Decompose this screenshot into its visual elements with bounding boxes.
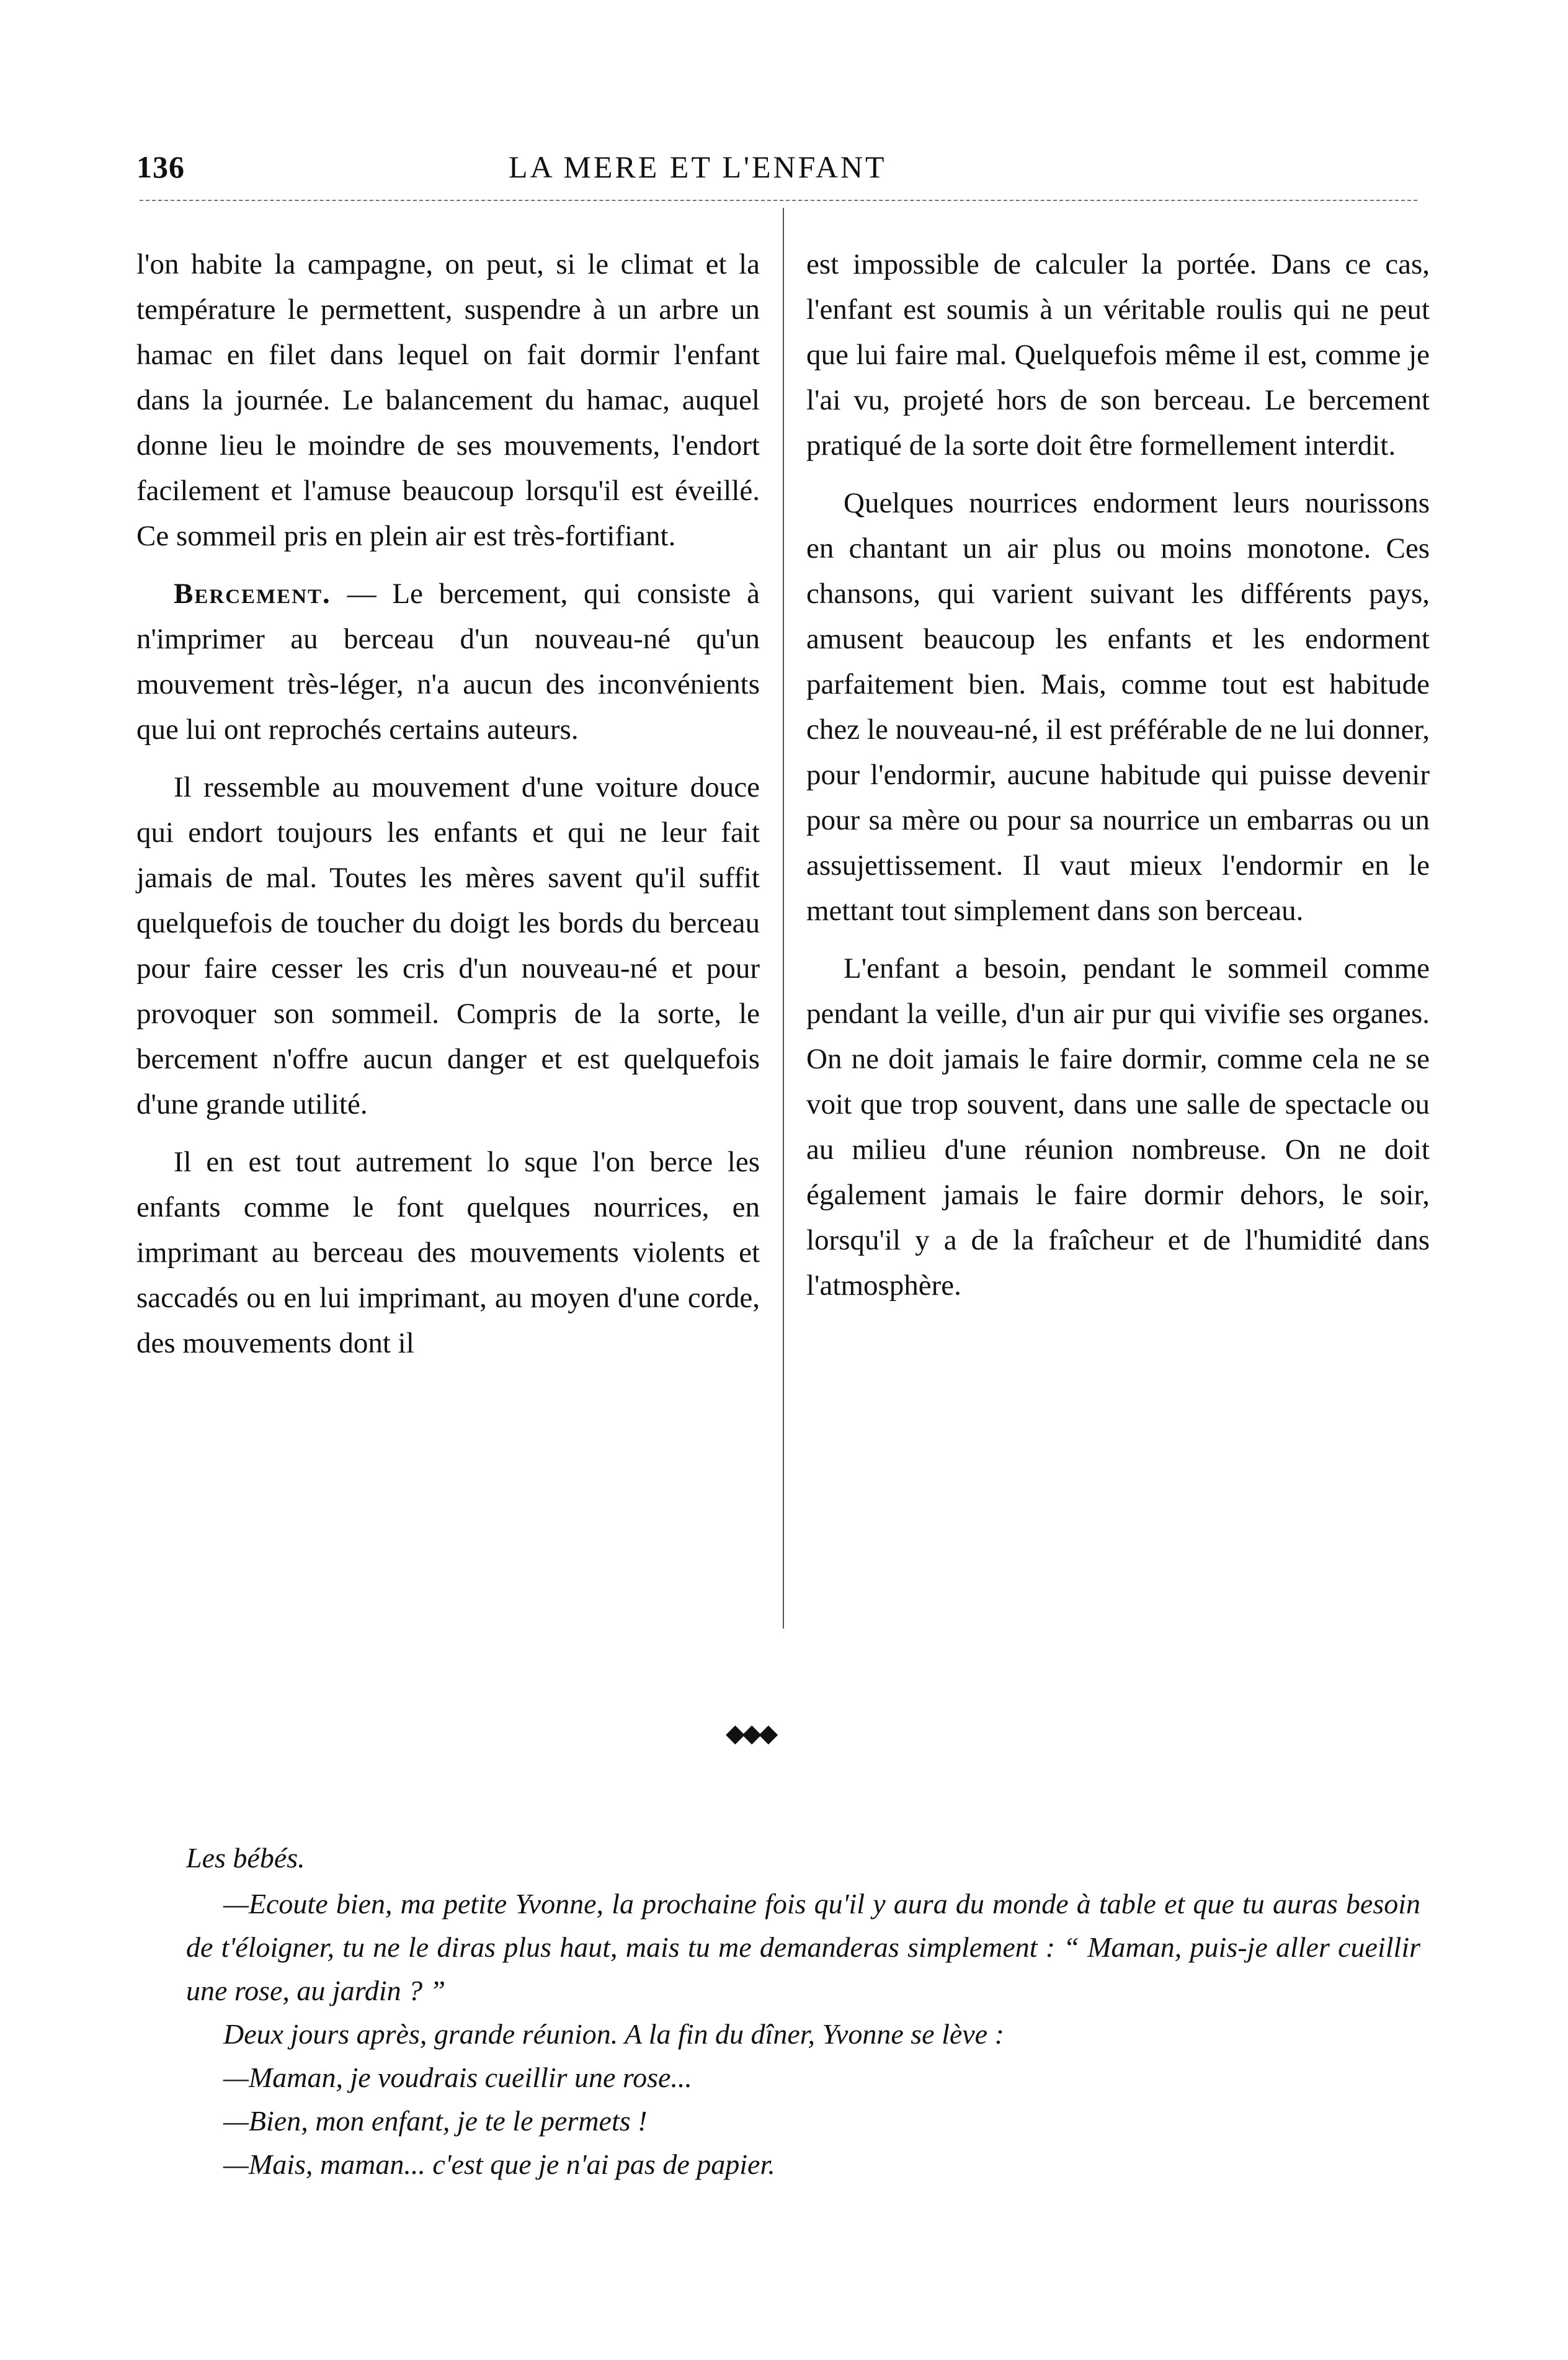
right-column (806, 242, 1430, 1321)
anecdote-title: Les bébés. (186, 1842, 305, 1874)
anecdote-line-2: Deux jours après, grande réunion. A la fin du dîner, Yvonne se lève : (223, 2018, 1004, 2050)
right-paragraph-3: L'enfant a besoin, pendant le sommeil comme pendant la veille, d'un air pur qui vivifie ses organes. On ne doit jamais le faire dormir, comme cela ne se voit que trop souvent, dans une salle de spectacle ou au milieu d'une réunion nombreuse. On ne doit également jamais le faire dormir dehors, le soir, lorsqu'il y a de la fraîcheur et de l'humidité dans l'atmosphère. (806, 952, 1430, 1302)
section-separator-ornament: ◆◆◆ (726, 1719, 776, 1747)
right-paragraph-1: est impossible de calculer la portée. Dans ce cas, l'enfant est soumis à un véritable roulis qui ne peut que lui faire mal. Quelquefois même il est, comme je l'ai vu, projeté hors de son berceau. Le bercement pratiqué de la sorte doit être formellement interdit. (806, 248, 1430, 462)
left-column (136, 242, 760, 1379)
left-paragraph-1: l'on habite la campagne, on peut, si le climat et la température le permettent, suspendre à un arbre un hamac en filet dans lequel on fait dormir l'enfant dans la journée. Le balancement du hamac, auquel donne lieu le moindre de ses mouvements, l'endort facilement et l'amuse beaucoup lorsqu'il est éveillé. Ce sommeil pris en plein air est très-fortifiant. (136, 248, 760, 552)
left-paragraph-3: Il ressemble au mouvement d'une voiture douce qui endort toujours les enfants et qui ne leur fait jamais de mal. Toutes les mères savent qu'il suffit quelquefois de toucher du doigt les bords du berceau pour faire cesser les cris d'un nouveau-né et pour provoquer son sommeil. Compris de la sorte, le bercement n'offre aucun danger et est quelquefois d'une grande utilité. (136, 771, 760, 1120)
anecdote-line-3: —Maman, je voudrais cueillir une rose... (223, 2062, 692, 2093)
header-rule (140, 200, 1417, 201)
left-paragraph-2 (136, 571, 760, 753)
column-divider (783, 208, 784, 1629)
anecdote-line-5: —Mais, maman... c'est que je n'ai pas de papier. (223, 2148, 775, 2180)
page-number: 136 (136, 150, 185, 184)
anecdote-block (186, 1836, 1420, 2186)
anecdote-line-4: —Bien, mon enfant, je te le permets ! (223, 2105, 648, 2137)
left-paragraph-2-text: — Le bercement, qui consiste à n'imprimer au berceau d'un nouveau-né qu'un mouvement très-léger, n'a aucun des inconvénients que lui ont reprochés certains auteurs. (136, 578, 760, 746)
running-head: LA MERE ET L'ENFANT (509, 150, 887, 184)
section-heading-bercement: Bercement. (174, 578, 331, 610)
anecdote-line-1: —Ecoute bien, ma petite Yvonne, la prochaine fois qu'il y aura du monde à table et que tu auras besoin de t'éloigner, tu ne le diras plus haut, mais tu me demanderas simplement : “ Maman, puis-je aller cueillir une rose, au jardin ? ” (186, 1888, 1420, 2006)
left-paragraph-4: Il en est tout autrement lo sque l'on berce les enfants comme le font quelques nourrices, en imprimant au berceau des mouvements violents et saccadés ou en lui imprimant, au moyen d'une corde, des mouvements dont il (136, 1146, 760, 1359)
right-paragraph-2: Quelques nourrices endorment leurs nourissons en chantant un air plus ou moins monotone. Ces chansons, qui varient suivant les différents pays, amusent beaucoup les enfants et les endorment parfaitement bien. Mais, comme tout est habitude chez le nouveau-né, il est préférable de ne lui donner, pour l'endormir, aucune habitude qui puisse devenir pour sa mère ou pour sa nourrice un embarras ou un assujettissement. Il vaut mieux l'endormir en le mettant tout simplement dans son berceau. (806, 487, 1430, 927)
